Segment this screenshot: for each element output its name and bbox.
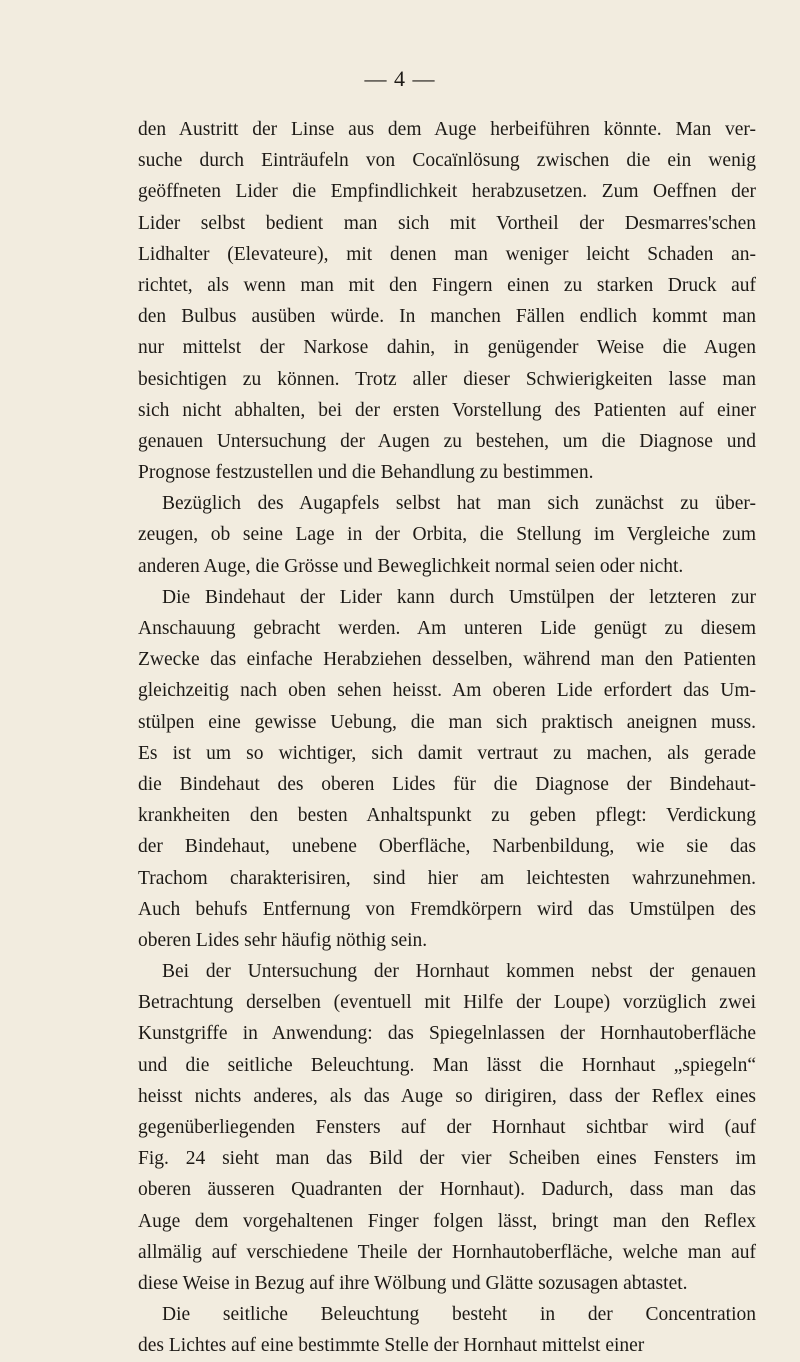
text-line: Bei der Untersuchung der Hornhaut kommen nebst der genauen bbox=[162, 961, 756, 983]
text-line: Trachom charakterisiren, sind hier am leichtesten wahrzunehmen. bbox=[138, 867, 756, 889]
text-line: Es ist um so wichtiger, sich damit vertraut zu machen, als gerade bbox=[138, 742, 756, 764]
text-line: des Lichtes auf eine bestimmte Stelle der Hornhaut mittelst einer bbox=[138, 1335, 645, 1357]
text-line: stülpen eine gewisse Uebung, die man sich praktisch aneignen muss. bbox=[138, 711, 756, 733]
text-line: Zwecke das einfache Herabziehen desselben, während man den Patienten bbox=[138, 649, 756, 671]
text-line: besichtigen zu können. Trotz aller dieser Schwierigkeiten lasse man bbox=[138, 368, 756, 390]
body-text bbox=[138, 114, 756, 1362]
text-line: der Bindehaut, unebene Oberfläche, Narbenbildung, wie sie das bbox=[138, 836, 756, 858]
text-line: gegenüberliegenden Fensters auf der Hornhaut sichtbar wird (auf bbox=[138, 1117, 756, 1138]
text-line: Betrachtung derselben (eventuell mit Hilfe der Loupe) vorzüglich zwei bbox=[138, 992, 756, 1014]
text-line: Lider selbst bedient man sich mit Vortheil der Desmarres'schen bbox=[138, 212, 756, 234]
text-line: Lidhalter (Elevateure), mit denen man weniger leicht Schaden an- bbox=[138, 243, 756, 265]
text-line: oberen äusseren Quadranten der Hornhaut). Dadurch, dass man das bbox=[138, 1179, 756, 1201]
text-line: Die Bindehaut der Lider kann durch Umstülpen der letzteren zur bbox=[162, 586, 756, 608]
text-line: Kunstgriffe in Anwendung: das Spiegelnlassen der Hornhautoberfläche bbox=[138, 1023, 756, 1045]
text-line: Bezüglich des Augapfels selbst hat man sich zunächst zu über- bbox=[162, 493, 756, 515]
text-line: heisst nichts anderes, als das Auge so dirigiren, dass der Reflex eines bbox=[138, 1085, 756, 1107]
page-number: — 4 — bbox=[364, 66, 436, 91]
text-line: nur mittelst der Narkose dahin, in genügender Weise die Augen bbox=[138, 337, 756, 359]
text-line: geöffneten Lider die Empfindlichkeit herabzusetzen. Zum Oeffnen der bbox=[138, 181, 756, 203]
text-line: Die seitliche Beleuchtung besteht in der Concentration bbox=[162, 1304, 756, 1326]
text-line: Fig. 24 sieht man das Bild der vier Scheiben eines Fensters im bbox=[138, 1148, 756, 1170]
text-line: anderen Auge, die Grösse und Beweglichkeit normal seien oder nicht. bbox=[138, 555, 684, 577]
text-line: Anschauung gebracht werden. Am unteren Lide genügt zu diesem bbox=[138, 618, 756, 639]
text-line: Auch behufs Entfernung von Fremdkörpern wird das Umstülpen des bbox=[138, 898, 756, 920]
text-line: genauen Untersuchung der Augen zu bestehen, um die Diagnose und bbox=[138, 430, 756, 452]
text-line: gleichzeitig nach oben sehen heisst. Am oberen Lide erfordert das Um- bbox=[138, 680, 756, 702]
text-line: und die seitliche Beleuchtung. Man lässt die Hornhaut „spiegeln“ bbox=[138, 1054, 756, 1076]
text-line: suche durch Einträufeln von Cocaïnlösung zwischen die ein wenig bbox=[138, 150, 756, 172]
text-line: sich nicht abhalten, bei der ersten Vorstellung des Patienten auf einer bbox=[138, 399, 756, 421]
text-line: zeugen, ob seine Lage in der Orbita, die Stellung im Vergleiche zum bbox=[138, 524, 756, 546]
text-line: diese Weise in Bezug auf ihre Wölbung und Glätte sozusagen abtastet. bbox=[138, 1272, 688, 1294]
text-line: die Bindehaut des oberen Lides für die Diagnose der Bindehaut- bbox=[138, 773, 756, 795]
text-line: oberen Lides sehr häufig nöthig sein. bbox=[138, 929, 428, 951]
text-line: den Austritt der Linse aus dem Auge herbeiführen könnte. Man ver- bbox=[138, 119, 756, 140]
text-line: allmälig auf verschiedene Theile der Hornhautoberfläche, welche man auf bbox=[138, 1241, 756, 1263]
text-line: Auge dem vorgehaltenen Finger folgen lässt, bringt man den Reflex bbox=[138, 1210, 756, 1232]
text-line: den Bulbus ausüben würde. In manchen Fällen endlich kommt man bbox=[138, 306, 756, 328]
text-line: Prognose festzustellen und die Behandlung zu bestimmen. bbox=[138, 462, 594, 484]
text-line: richtet, als wenn man mit den Fingern einen zu starken Druck auf bbox=[138, 274, 756, 296]
text-line: krankheiten den besten Anhaltspunkt zu geben pflegt: Verdickung bbox=[138, 805, 756, 827]
